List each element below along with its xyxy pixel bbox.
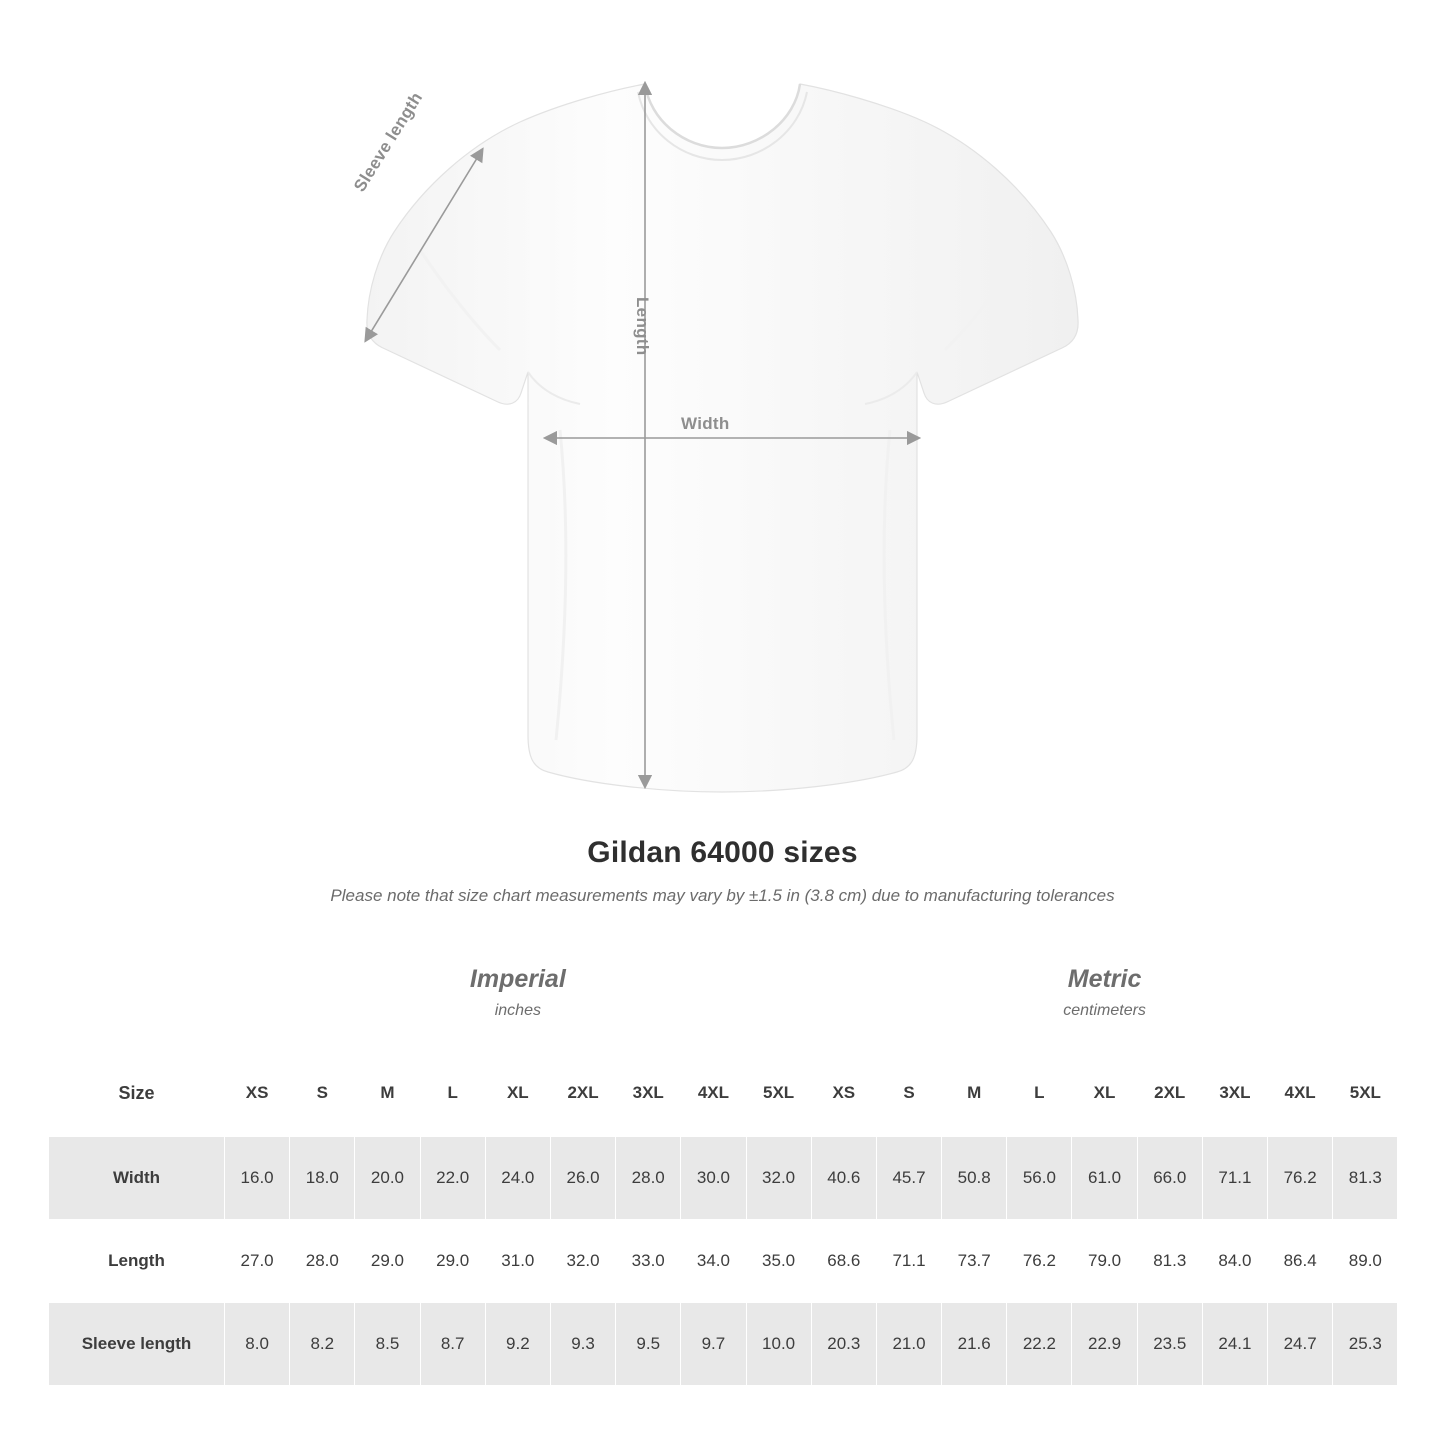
measurement-cell: 76.2 <box>1007 1220 1072 1303</box>
table-row <box>49 1220 1398 1303</box>
table-row <box>49 1137 1398 1220</box>
measurement-cell: 18.0 <box>290 1137 355 1220</box>
measurement-cell: 31.0 <box>485 1220 550 1303</box>
size-column-header: 4XL <box>1268 1050 1333 1137</box>
measurement-cell: 22.9 <box>1072 1303 1137 1386</box>
measurement-cell: 27.0 <box>225 1220 290 1303</box>
measurement-row-label: Sleeve length <box>49 1303 225 1386</box>
measurement-cell: 24.1 <box>1202 1303 1267 1386</box>
measurement-cell: 23.5 <box>1137 1303 1202 1386</box>
measurement-cell: 35.0 <box>746 1220 811 1303</box>
measurement-cell: 9.7 <box>681 1303 746 1386</box>
measurement-cell: 81.3 <box>1333 1137 1398 1220</box>
measurement-cell: 28.0 <box>290 1220 355 1303</box>
size-column-header: XL <box>1072 1050 1137 1137</box>
table-row <box>49 1303 1398 1386</box>
measurement-row-label: Length <box>49 1220 225 1303</box>
measurement-cell: 56.0 <box>1007 1137 1072 1220</box>
measurement-cell: 21.6 <box>942 1303 1007 1386</box>
measurement-cell: 28.0 <box>616 1137 681 1220</box>
chart-header <box>0 836 1445 906</box>
measurement-cell: 8.2 <box>290 1303 355 1386</box>
unit-group-row <box>49 935 1398 1050</box>
measurement-cell: 9.2 <box>485 1303 550 1386</box>
measurement-cell: 76.2 <box>1268 1137 1333 1220</box>
measurement-cell: 8.0 <box>225 1303 290 1386</box>
measurement-cell: 25.3 <box>1333 1303 1398 1386</box>
measurement-cell: 45.7 <box>876 1137 941 1220</box>
tolerance-note: Please note that size chart measurements may vary by ±1.5 in (3.8 cm) due to manufacturing tolerances <box>330 886 1115 905</box>
page-title: Gildan 64000 sizes <box>587 836 858 869</box>
size-table <box>48 934 1398 1386</box>
measurement-cell: 71.1 <box>1202 1137 1267 1220</box>
size-column-header: L <box>420 1050 485 1137</box>
measurement-cell: 50.8 <box>942 1137 1007 1220</box>
measurement-cell: 9.3 <box>550 1303 615 1386</box>
sleeve-length-dimension-label: Sleeve length <box>350 88 427 196</box>
measurement-cell: 73.7 <box>942 1220 1007 1303</box>
unit-group-title: Imperial <box>469 965 566 994</box>
measurement-cell: 22.0 <box>420 1137 485 1220</box>
width-dimension-label: Width <box>681 414 730 433</box>
size-column-header: XS <box>225 1050 290 1137</box>
unit-group-subtitle: inches <box>494 1001 541 1019</box>
measurement-cell: 24.0 <box>485 1137 550 1220</box>
size-column-header: 3XL <box>616 1050 681 1137</box>
size-column-header: M <box>942 1050 1007 1137</box>
size-column-header: S <box>290 1050 355 1137</box>
unit-group-title: Metric <box>1067 965 1142 994</box>
measurement-cell: 30.0 <box>681 1137 746 1220</box>
measurement-cell: 16.0 <box>225 1137 290 1220</box>
measurement-cell: 61.0 <box>1072 1137 1137 1220</box>
size-header-row <box>49 1050 1398 1137</box>
measurement-cell: 32.0 <box>550 1220 615 1303</box>
size-column-header: XL <box>485 1050 550 1137</box>
unit-group-imperial <box>225 935 812 1050</box>
size-header-label: Size <box>49 1050 225 1137</box>
unit-row-spacer <box>49 935 225 1050</box>
measurement-cell: 34.0 <box>681 1220 746 1303</box>
size-column-header: 5XL <box>746 1050 811 1137</box>
length-dimension-label: Length <box>633 297 652 356</box>
measurement-cell: 71.1 <box>876 1220 941 1303</box>
measurement-cell: 22.2 <box>1007 1303 1072 1386</box>
measurement-cell: 68.6 <box>811 1220 876 1303</box>
measurement-cell: 9.5 <box>616 1303 681 1386</box>
measurement-cell: 21.0 <box>876 1303 941 1386</box>
measurement-cell: 86.4 <box>1268 1220 1333 1303</box>
measurement-cell: 40.6 <box>811 1137 876 1220</box>
size-column-header: 3XL <box>1202 1050 1267 1137</box>
measurement-cell: 24.7 <box>1268 1303 1333 1386</box>
size-column-header: M <box>355 1050 420 1137</box>
measurement-cell: 32.0 <box>746 1137 811 1220</box>
size-table-wrapper <box>48 934 1397 1386</box>
measurement-cell: 20.3 <box>811 1303 876 1386</box>
measurement-cell: 10.0 <box>746 1303 811 1386</box>
measurement-cell: 79.0 <box>1072 1220 1137 1303</box>
size-column-header: 5XL <box>1333 1050 1398 1137</box>
measurement-cell: 29.0 <box>355 1220 420 1303</box>
unit-group-subtitle: centimeters <box>1063 1001 1146 1019</box>
measurement-cell: 8.5 <box>355 1303 420 1386</box>
size-column-header: 2XL <box>1137 1050 1202 1137</box>
unit-group-metric <box>811 935 1398 1050</box>
measurement-cell: 29.0 <box>420 1220 485 1303</box>
measurement-cell: 84.0 <box>1202 1220 1267 1303</box>
measurement-cell: 66.0 <box>1137 1137 1202 1220</box>
size-column-header: 4XL <box>681 1050 746 1137</box>
measurement-cell: 8.7 <box>420 1303 485 1386</box>
measurement-row-label: Width <box>49 1137 225 1220</box>
measurement-cell: 33.0 <box>616 1220 681 1303</box>
size-column-header: S <box>876 1050 941 1137</box>
size-column-header: 2XL <box>550 1050 615 1137</box>
size-column-header: L <box>1007 1050 1072 1137</box>
measurement-cell: 89.0 <box>1333 1220 1398 1303</box>
measurement-cell: 81.3 <box>1137 1220 1202 1303</box>
measurement-cell: 26.0 <box>550 1137 615 1220</box>
size-column-header: XS <box>811 1050 876 1137</box>
measurement-cell: 20.0 <box>355 1137 420 1220</box>
